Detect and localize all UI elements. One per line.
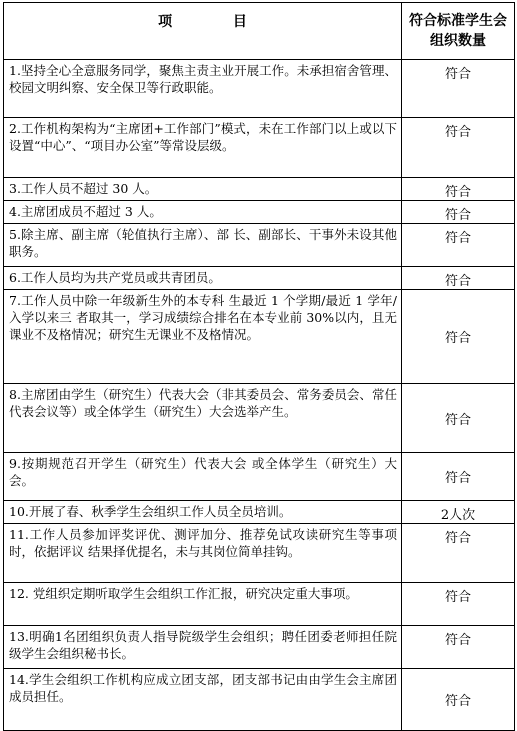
row-status: 符合 — [402, 384, 515, 453]
table-row — [4, 290, 515, 384]
row-status: 符合 — [402, 178, 515, 201]
row-item-text: 10.开展了春、秋季学生会组织工作人员全员培训。 — [4, 501, 402, 524]
row-item-text: 7.工作人员中除一年级新生外的本专科 生最近 1 个学期/最近 1 学年/入学以来三 者取其一，学习成绩综合排名在本专业前 30%以内，且无课业不及格情况；研究生无课业不及格情况。 — [4, 290, 402, 384]
table-row — [4, 501, 515, 524]
table-row — [4, 626, 515, 669]
table-row — [4, 267, 515, 290]
row-item-text: 2.工作机构架构为“主席团+工作部门”模式，未在工作部门以上或以下设置“中心”、“项目办公室”等常设层级。 — [4, 118, 402, 178]
table-row — [4, 178, 515, 201]
row-status: 符合 — [402, 60, 515, 118]
criteria-table — [3, 2, 515, 731]
row-item-text: 3.工作人员不超过 30 人。 — [4, 178, 402, 201]
table-row — [4, 201, 515, 224]
row-status: 符合 — [402, 267, 515, 290]
table-row — [4, 669, 515, 731]
row-status: 2人次 — [402, 501, 515, 524]
table-header-row — [4, 3, 515, 60]
row-status: 符合 — [402, 453, 515, 501]
row-item-text: 8.主席团由学生（研究生）代表大会（非其委员会、常务委员会、常任代表会议等）或全体学生（研究生）大会选举产生。 — [4, 384, 402, 453]
table-row — [4, 118, 515, 178]
row-status: 符合 — [402, 669, 515, 731]
table-row — [4, 224, 515, 267]
table-row — [4, 524, 515, 583]
row-item-text: 5.除主席、副主席（轮值执行主席）、部 长、副部长、干事外未设其他职务。 — [4, 224, 402, 267]
row-status: 符合 — [402, 118, 515, 178]
table-row — [4, 60, 515, 118]
row-item-text: 1.坚持全心全意服务同学，聚焦主责主业开展工作。未承担宿舍管理、校园文明纠察、安全保卫等行政职能。 — [4, 60, 402, 118]
row-status: 符合 — [402, 290, 515, 384]
row-status: 符合 — [402, 626, 515, 669]
row-status: 符合 — [402, 201, 515, 224]
row-item-text: 9.按期规范召开学生（研究生）代表大会 或全体学生（研究生）大会。 — [4, 453, 402, 501]
row-status: 符合 — [402, 224, 515, 267]
table-row — [4, 583, 515, 626]
row-status: 符合 — [402, 524, 515, 583]
row-item-text: 12. 党组织定期听取学生会组织工作汇报，研究决定重大事项。 — [4, 583, 402, 626]
table-row — [4, 384, 515, 453]
table-row — [4, 453, 515, 501]
row-item-text: 4.主席团成员不超过 3 人。 — [4, 201, 402, 224]
row-item-text: 6.工作人员均为共产党员或共青团员。 — [4, 267, 402, 290]
header-item: 项 目 — [4, 3, 402, 60]
row-status: 符合 — [402, 583, 515, 626]
criteria-table-container — [3, 2, 514, 722]
header-status: 符合标准学生会组织数量 — [402, 3, 515, 60]
row-item-text: 14.学生会组织工作机构应成立团支部，团支部书记由由学生会主席团成员担任。 — [4, 669, 402, 731]
row-item-text: 13.明确1名团组织负责人指导院级学生会组织；聘任团委老师担任院级学生会组织秘书长。 — [4, 626, 402, 669]
row-item-text: 11.工作人员参加评奖评优、测评加分、推荐免试攻读研究生等事项时，依据评议 结果择优提名，未与其岗位简单挂钩。 — [4, 524, 402, 583]
